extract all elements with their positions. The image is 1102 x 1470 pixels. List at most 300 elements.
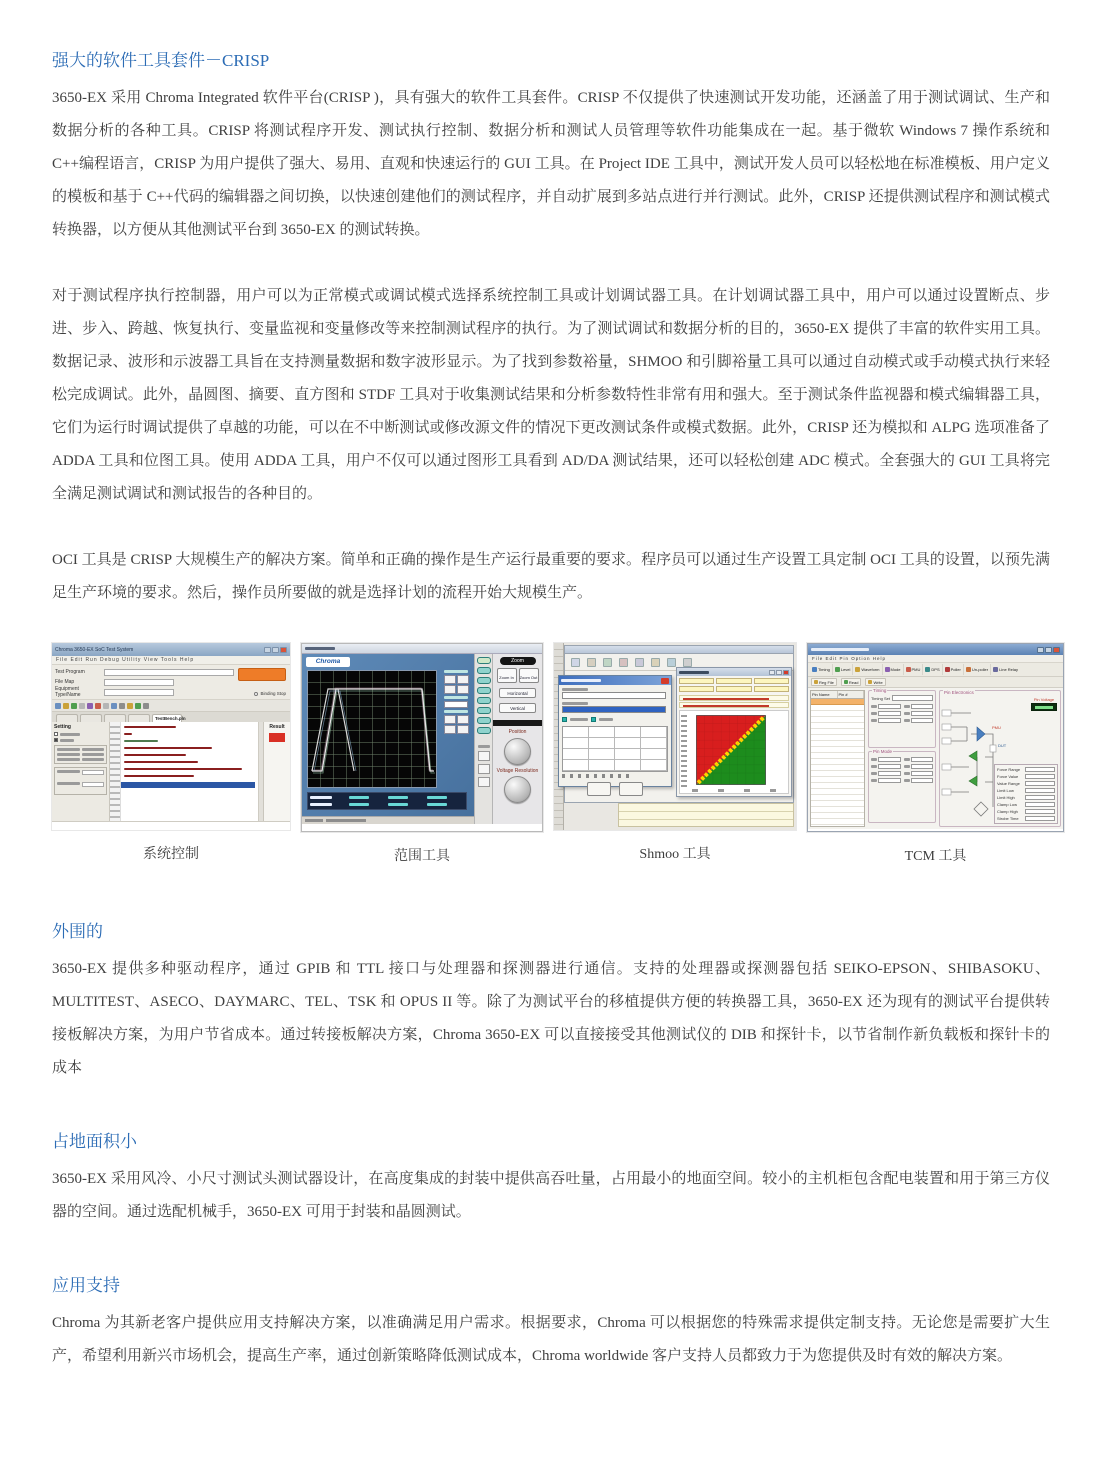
input-field <box>911 718 934 723</box>
reg-file-button: Reg File <box>811 678 837 686</box>
input-field <box>911 778 934 783</box>
poller-icon <box>945 667 950 672</box>
channel-button <box>477 667 491 674</box>
decor-bar <box>478 745 490 748</box>
scrollbar <box>258 722 263 821</box>
decor-bar <box>904 758 910 761</box>
code-line <box>124 726 176 728</box>
code-editor <box>110 722 263 821</box>
decor-bar <box>871 779 877 782</box>
checkbox-row <box>562 717 668 722</box>
button <box>457 685 469 694</box>
decor-bar <box>904 712 910 715</box>
field-pair <box>904 711 934 716</box>
tab <box>80 714 102 722</box>
maximize-icon <box>1045 647 1052 653</box>
line-relay-icon <box>993 667 998 672</box>
peripheral-paragraph: 3650-EX 提供多种驱动程序，通过 GPIB 和 TTL 接口与处理器和探测器进行通信。支持的处理器或探测器包括 SEIKO-EPSON、SHIBASOKU、MULTITEST、ASECO、DAYMARC、TEL、TSK 和 OPUS II 等。除了为测试平台的移植提供方便的转换器工具，3650-EX 还为现有的测试平台提供转接板解决方案，为用户节省成本。通过转接板解决方案，Chroma 3650-EX 可以直接接受其他测试仪的 DIB 和探针卡，以节省制作新负载板和探针卡的成本 <box>52 961 1050 1077</box>
field-pair <box>871 778 901 783</box>
window-body <box>52 722 290 822</box>
measurement-readout <box>307 792 467 810</box>
window-buttons <box>769 670 789 675</box>
screenshot-scope-tool <box>301 643 543 832</box>
button <box>457 675 469 684</box>
input-field <box>911 764 934 769</box>
field-row: Force Value <box>997 774 1055 779</box>
test-number-group <box>54 767 107 795</box>
field-pair <box>871 771 901 776</box>
parameter-table <box>562 726 668 772</box>
dialog-titlebar <box>559 676 671 685</box>
shmoo-setting-dialog <box>558 675 672 787</box>
readout-value <box>349 796 369 799</box>
zoom-out-button: Zoom Out <box>519 668 539 683</box>
decor-bar <box>904 779 910 782</box>
value-box <box>444 701 468 708</box>
toolbar-button: PMU <box>904 664 924 675</box>
tab-active: TestBench.pln <box>152 714 182 722</box>
decor-bar <box>871 719 877 722</box>
button-grid <box>444 675 469 694</box>
toolbar-icon <box>667 658 676 667</box>
readout-value <box>427 803 447 806</box>
toolbar-icon <box>127 703 133 709</box>
result-log-rows <box>618 803 794 827</box>
window-buttons <box>1037 647 1060 653</box>
equipment-label: Equipment Type/Name <box>55 686 81 699</box>
toolbar-icon <box>119 703 125 709</box>
checkbox-row <box>54 732 107 736</box>
toolbar-icon <box>619 658 628 667</box>
readout-value <box>310 796 332 799</box>
figure-shmoo-tool <box>554 643 796 865</box>
input-field <box>1025 774 1055 779</box>
decor-bar <box>444 670 468 673</box>
result-label: Result <box>269 724 285 731</box>
file-toolbar <box>808 677 1063 688</box>
crisp-paragraph-3: OCI 工具是 CRISP 大规模生产的解决方案。简单和正确的操作是生产运行最重要的要求。程序员可以通过生产设置工具定制 OCI 工具的设置，以预先满足生产环境的要求。然后，操作员所要做的就是选择计划的流程开始大规模生产。 <box>52 552 1050 602</box>
close-icon <box>1053 647 1060 653</box>
field <box>716 678 751 684</box>
toolbar-button: Timing <box>810 664 833 675</box>
selected-line-highlight <box>121 782 255 788</box>
setting-label: Setting <box>54 724 71 731</box>
maximize-icon <box>776 670 782 675</box>
read-icon <box>844 680 848 684</box>
vertical-button: Vertical <box>499 703 536 713</box>
pin-number-header: Pin # <box>838 691 865 698</box>
toolbar-icon <box>587 658 596 667</box>
button <box>457 715 469 724</box>
screenshot-system-control <box>52 643 290 830</box>
input-field <box>82 782 105 787</box>
position-knob <box>504 738 531 765</box>
readout-value <box>388 796 408 799</box>
file-icon <box>814 680 818 684</box>
field <box>754 678 789 684</box>
window-buttons <box>264 647 287 653</box>
toolbar-button: Line Relay <box>991 664 1020 675</box>
pin-electronics-diagram <box>941 697 1001 827</box>
field-row: Force Range <box>997 767 1055 772</box>
pin-table <box>810 690 865 827</box>
decor-bar <box>871 772 877 775</box>
pin-table-header <box>811 691 864 699</box>
pin-mode-fields <box>871 757 933 783</box>
dropdown <box>562 692 666 699</box>
close-icon <box>661 678 669 684</box>
mode-icon <box>885 667 890 672</box>
decor-bar <box>904 772 910 775</box>
offline-button <box>238 668 286 681</box>
decor-bar <box>904 719 910 722</box>
input-field <box>1025 816 1055 821</box>
field-pair <box>871 711 901 716</box>
section-heading-support: 应用支持 <box>52 1276 120 1296</box>
pin-electronics-panel <box>939 690 1061 827</box>
toolbar-icon <box>103 703 109 709</box>
button <box>478 751 490 761</box>
toolbar-icon <box>135 703 141 709</box>
input-field <box>878 771 901 776</box>
toolbar-button: Poller <box>943 664 964 675</box>
field-pair <box>871 757 901 762</box>
zoom-in-button: Zoom In <box>497 668 517 683</box>
section-heading-crisp: 强大的软件工具套件－CRISP <box>52 51 270 70</box>
figure-system-control <box>52 643 290 865</box>
option-group <box>54 745 107 764</box>
toolbar-icon <box>87 703 93 709</box>
checkbox-icon <box>562 717 567 722</box>
level-icon <box>835 667 840 672</box>
field <box>754 686 789 692</box>
figure-caption: TCM 工具 <box>904 849 967 865</box>
menu-bar: File Edit Run Debug Utility View Tools Help <box>52 656 290 665</box>
input-field <box>911 704 934 709</box>
result-panel <box>263 722 290 821</box>
timing-set-row <box>871 695 933 701</box>
zoom-header: Zoom <box>500 657 536 665</box>
radio-icon <box>254 692 258 696</box>
decor-bar <box>57 758 80 761</box>
timing-group <box>868 690 936 748</box>
form-row <box>55 687 287 697</box>
input-field <box>878 704 901 709</box>
crisp-paragraph-2: 对于测试程序执行控制器，用户可以为正常模式或调试模式选择系统控制工具或计划调试器工具。在计划调试器工具中，用户可以通过设置断点、步进、步入、跨越、恢复执行、变量监视和变量修改等来控制测试程序的执行。为了测试调试和数据分析的目的，3650-EX 提供了丰富的软件实用工具。数据记录、波形和示波器工具旨在支持测量数据和数字波形显示。为了找到参数裕量，SHMOO 和引脚裕量工具可以通过自动模式或手动模式执行来轻松完成调试。此外，晶圆图、摘要、直方图和 STDF 工具对于收集测试结果和分析参数特性非常有用和强大。至于测试条件监视器和模式编辑器工具，它们为运行时调试提供了卓越的功能，可以在不中断测试或修改源文件的情况下更改测试条件或模式数据。此外，CRISP 还为模拟和 ALPG 选项准备了 ADDA 工具和位图工具。使用 ADDA 工具，用户不仅可以通过图形工具看到 AD/DA 测试结果，还可以轻松创建 ADC 模式。全套强大的 GUI 工具将完全满足测试调试和测试报告的各种目的。 <box>52 288 1050 503</box>
decor-bar <box>871 712 877 715</box>
code-area <box>121 722 258 821</box>
input-field <box>911 757 934 762</box>
decor-bar <box>904 705 910 708</box>
un-poller-icon <box>966 667 971 672</box>
figure-caption: Shmoo 工具 <box>639 847 711 863</box>
decor-bar <box>57 782 80 785</box>
shmoo-matrix <box>692 713 770 787</box>
checkbox-icon <box>54 732 58 736</box>
toolbar-icon <box>111 703 117 709</box>
code-line <box>124 768 242 770</box>
waveform-icon <box>855 667 860 672</box>
write-icon <box>868 680 872 684</box>
section-heading-footprint: 占地面积小 <box>52 1132 137 1152</box>
button-grid <box>444 715 469 734</box>
test-program-field <box>104 669 234 676</box>
decor-bar <box>57 748 80 751</box>
field-pair <box>904 704 934 709</box>
field-row: Clamp High <box>997 809 1055 814</box>
input-field <box>1025 781 1055 786</box>
pin-mode-group <box>868 751 936 823</box>
document-tabs <box>52 712 290 722</box>
decor-bar <box>444 710 468 713</box>
field <box>716 686 751 692</box>
minimize-icon <box>769 670 775 675</box>
toolbar-icon <box>635 658 644 667</box>
voltage-resolution-label: Voltage Resolution <box>496 767 539 774</box>
decor-bar <box>562 688 588 691</box>
dropdown-row <box>562 688 668 699</box>
channel-button <box>477 657 491 664</box>
channel-button <box>477 687 491 694</box>
dialog-buttons <box>559 782 671 796</box>
position-label: Position <box>508 729 527 736</box>
input-field <box>911 711 934 716</box>
tab <box>56 714 78 722</box>
minimize-icon <box>1037 647 1044 653</box>
figure-tcm-tool <box>807 643 1064 865</box>
panel-divider <box>493 720 543 726</box>
code-line <box>124 775 194 777</box>
decor-bar <box>57 770 80 773</box>
timing-and-mode-panels <box>867 688 937 829</box>
field-row: Strobe Time <box>997 816 1055 821</box>
button <box>587 782 611 796</box>
readout-value <box>427 796 447 799</box>
log-line <box>679 702 789 708</box>
info-fields <box>677 676 791 694</box>
button <box>444 715 456 724</box>
timing-group-label: Timing <box>873 688 887 694</box>
voltage-resolution-knob <box>504 776 531 803</box>
pin-rows <box>811 705 864 826</box>
section-heading-peripheral: 外围的 <box>52 922 103 942</box>
log-line <box>679 695 789 701</box>
decor-bar <box>82 748 105 751</box>
dropdown-selected <box>562 706 666 713</box>
readout-value <box>349 803 369 806</box>
field-pair <box>904 771 934 776</box>
checkbox-row <box>54 738 107 742</box>
channel-button <box>477 697 491 704</box>
timing-icon <box>812 667 817 672</box>
channel-button <box>477 677 491 684</box>
tab <box>128 714 150 722</box>
input-field <box>878 711 901 716</box>
field-pair <box>871 764 901 769</box>
channel-button-column <box>474 654 492 824</box>
fail-badge <box>269 733 285 742</box>
toolbar-icon <box>55 703 61 709</box>
checkbox-icon <box>54 738 58 742</box>
file-map-field <box>104 679 174 686</box>
maximize-icon <box>272 647 279 653</box>
decor-bar <box>871 765 877 768</box>
field-row: Value Range <box>997 781 1055 786</box>
button <box>478 777 490 787</box>
decor-bar <box>562 702 588 705</box>
window-title-bar <box>811 648 869 651</box>
shmoo-plot <box>679 710 789 794</box>
waveform-plot <box>307 670 437 788</box>
checkbox-icon <box>591 717 596 722</box>
field-pair <box>904 764 934 769</box>
input-field <box>911 771 934 776</box>
toolbar-button: Level <box>833 664 854 675</box>
window-titlebar <box>302 644 542 654</box>
toolbar-button: Waveform <box>853 664 882 675</box>
readout-value <box>310 803 332 806</box>
chroma-logo: Chroma <box>306 657 350 667</box>
toolbar <box>52 700 290 712</box>
support-paragraph: Chroma 为其新老客户提供应用支持解决方案，以准确满足用户需求。根据要求，Chroma 可以根据您的特殊需求提供定制支持。无论您是需要扩大生产，希望利用新兴市场机会，提高生产率，通过创新策略降低测试成本，Chroma worldwide 客户支持人员都致力于为您提供及时有效的解决方案。 <box>52 1315 1050 1365</box>
pmu-settings-box <box>994 764 1058 824</box>
window-title-bar <box>679 671 709 674</box>
window-title-bar <box>305 647 335 650</box>
field-pair <box>904 757 934 762</box>
y-axis-ticks <box>681 715 687 787</box>
figure-caption: 范围工具 <box>394 849 450 865</box>
toolbar-icon <box>651 658 660 667</box>
tab <box>104 714 126 722</box>
field-pair <box>871 718 901 723</box>
zoom-control-panel <box>492 654 542 824</box>
toolbar-button: Un-poller <box>964 664 991 675</box>
program-form <box>52 665 290 700</box>
setting-panel <box>52 722 110 821</box>
channel-button <box>477 707 491 714</box>
decor-bar <box>871 705 877 708</box>
toolbar-icon <box>143 703 149 709</box>
plot-side-controls <box>441 670 471 734</box>
code-line <box>124 740 158 742</box>
decor-bar <box>57 753 80 756</box>
toolbar-button: DPS <box>923 664 942 675</box>
toolbar-icon <box>79 703 85 709</box>
toolbar-icon <box>95 703 101 709</box>
waveform-traces <box>308 671 436 787</box>
decor-bar <box>570 718 588 721</box>
window-titlebar <box>565 646 793 654</box>
write-button: Write <box>865 678 885 686</box>
decor-bar <box>599 718 613 721</box>
field <box>679 686 714 692</box>
decor-bar <box>326 819 366 822</box>
toolbar <box>808 663 1063 677</box>
zoom-buttons <box>497 668 539 683</box>
field <box>679 678 714 684</box>
decor-bar <box>305 819 323 822</box>
code-line <box>124 761 198 763</box>
button <box>444 725 456 734</box>
code-line <box>124 733 132 735</box>
input-field <box>1025 809 1055 814</box>
dropdown-row <box>562 702 668 713</box>
field-row: Clamp Low <box>997 802 1055 807</box>
toolbar-icon <box>683 658 692 667</box>
crisp-paragraph-1: 3650-EX 采用 Chroma Integrated 软件平台(CRISP )，具有强大的软件工具套件。CRISP 不仅提供了快速测试开发功能，还涵盖了用于测试调试、生产和数据分析的各种工具。CRISP 将测试程序开发、测试执行控制、数据分析和测试人员管理等软件功能集成在一起。基于微软 Windows 7 操作系统和 C++编程语言，CRISP 为用户提供了强大、易用、直观和快速运行的 GUI 工具。在 Project IDE 工具中，测试开发人员可以轻松地在标准模板、用户定义的模板和基于 C++代码的编辑器之间切换，以快速创建他们的测试程序，并自动扩展到多站点进行并行测试。此外，CRISP 还提供测试程序和测试模式转换器，以方便从其他测试平台到 3650-EX 的测试转换。 <box>52 90 1050 239</box>
window-titlebar <box>677 668 791 676</box>
button <box>457 725 469 734</box>
binding-stop-radio: Binding Stop <box>254 691 286 696</box>
timing-set-label: Timing Set <box>871 695 890 701</box>
toolbar-button: Mode <box>883 664 904 675</box>
dps-icon <box>925 667 930 672</box>
footprint-paragraph: 3650-EX 采用风冷、小尺寸测试头测试器设计，在高度集成的封装中提供高吞吐量，占用最小的地面空间。较小的主机柜包含配电装置和用于第三方仪器的空间。通过选配机械手，3650-EX 可用于封装和晶圆测试。 <box>52 1171 1050 1221</box>
decor-bar <box>60 733 80 736</box>
figure-caption: 系统控制 <box>143 847 199 863</box>
screenshot-tcm-tool <box>807 643 1064 832</box>
timing-fields <box>871 704 933 723</box>
input-field <box>1025 767 1055 772</box>
dialog-title-bar <box>561 679 601 682</box>
toolbar-icon <box>603 658 612 667</box>
page-number-row <box>562 774 632 778</box>
status-bar <box>302 816 474 824</box>
figure-scope-tool <box>301 643 543 865</box>
button <box>444 685 456 694</box>
input-field <box>1025 788 1055 793</box>
timing-set-dropdown <box>892 695 933 701</box>
pin-voltage-readout <box>1031 697 1057 711</box>
decor-bar <box>60 739 74 742</box>
read-button: Read <box>841 678 862 686</box>
file-map-label: File Map <box>55 679 75 686</box>
input-field <box>1025 795 1055 800</box>
decor-bar <box>82 758 105 761</box>
input-field <box>878 718 901 723</box>
window-title: Chroma 3650-EX SoC Test System <box>55 646 134 653</box>
shmoo-plot-window <box>676 667 792 797</box>
equipment-field <box>104 689 174 696</box>
pmu-icon <box>906 667 911 672</box>
screenshot-shmoo-tool <box>554 643 796 830</box>
window-body <box>808 688 1063 829</box>
horizontal-button: Horizontal <box>499 688 536 698</box>
menu-bar: File Edit Pin Option Help <box>808 655 1063 663</box>
field-pair <box>904 778 934 783</box>
code-line <box>124 747 212 749</box>
close-icon <box>783 670 789 675</box>
lcd-display <box>1031 703 1057 711</box>
readout-value <box>388 803 408 806</box>
field-pair <box>871 704 901 709</box>
pin-mode-group-label: Pin Mode <box>873 749 893 755</box>
field-row: Limit Low <box>997 788 1055 793</box>
lcd-value-bar <box>1035 706 1053 709</box>
input-field <box>878 764 901 769</box>
pin-name-header: Pin Name <box>811 691 838 698</box>
toolbar-icon <box>71 703 77 709</box>
line-number-gutter <box>110 722 121 821</box>
input-field <box>878 778 901 783</box>
button <box>619 782 643 796</box>
input-field <box>82 770 105 775</box>
field-row: Limit High <box>997 795 1055 800</box>
dut-tag: DUT <box>998 743 1007 749</box>
x-axis-ticks <box>692 789 776 792</box>
decor-bar <box>871 758 877 761</box>
minimize-icon <box>264 647 271 653</box>
